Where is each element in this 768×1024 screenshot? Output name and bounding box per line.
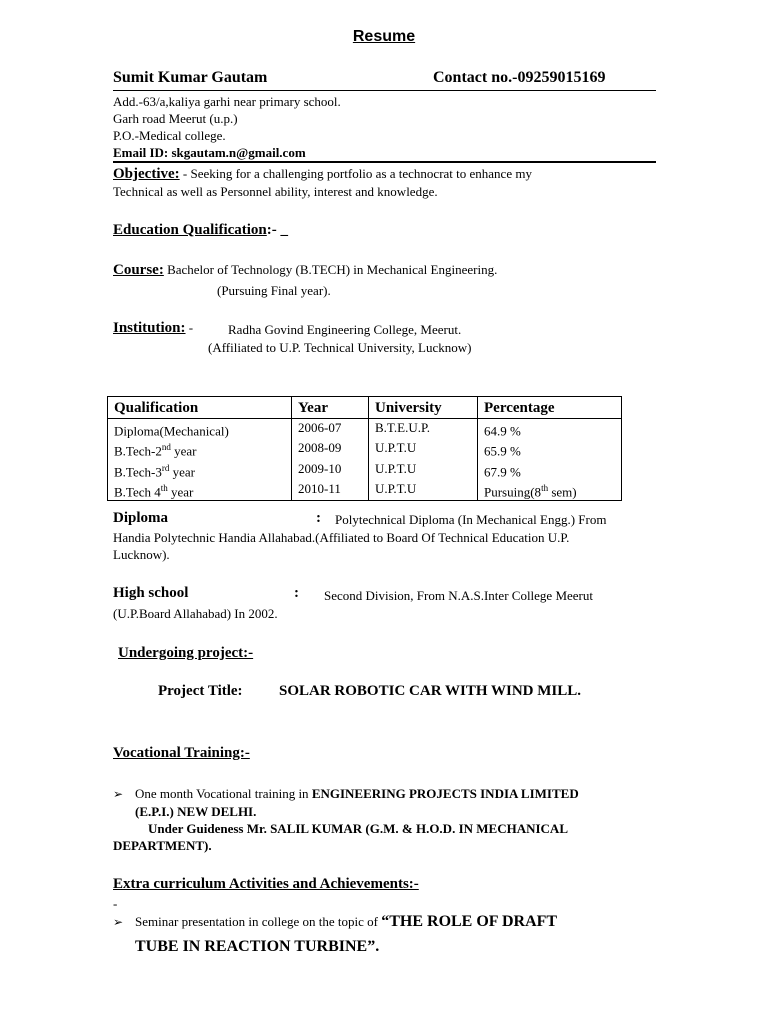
- education-heading-suffix: :- _: [266, 222, 289, 238]
- header-divider: [113, 90, 656, 91]
- institution-label: Institution:: [113, 320, 186, 336]
- institution-line-2: (Affiliated to U.P. Technical University, Lucknow): [208, 340, 472, 355]
- vocational-line-2: (E.P.I.) NEW DELHI.: [135, 804, 257, 819]
- institution-row: [113, 320, 193, 337]
- objective-label: Objective:: [113, 166, 180, 182]
- course-line-2: (Pursuing Final year).: [217, 283, 331, 298]
- course-row: [113, 262, 497, 279]
- highschool-colon: :: [294, 585, 299, 601]
- vocational-line-4: DEPARTMENT).: [113, 838, 212, 853]
- table-header-row: [108, 397, 622, 419]
- table-header-university: University: [369, 397, 478, 419]
- extra-dash: -: [113, 896, 118, 911]
- project-title: SOLAR ROBOTIC CAR WITH WIND MILL.: [279, 683, 581, 699]
- candidate-name: Sumit Kumar Gautam: [113, 69, 268, 86]
- table-cell-percentage: 65.9 %: [478, 439, 622, 459]
- arrow-bullet-icon: ➢: [113, 787, 124, 801]
- highschool-line-1: Second Division, From N.A.S.Inter College Meerut: [324, 588, 593, 603]
- table-row: [108, 460, 622, 480]
- address-line-2: Garh road Meerut (u.p.): [113, 111, 238, 126]
- address-divider: [113, 161, 656, 163]
- address-line-3: P.O.-Medical college.: [113, 128, 226, 143]
- table-cell-university: U.P.T.U: [369, 480, 478, 501]
- table-cell-qualification: B.Tech-3rd year: [108, 460, 292, 480]
- table-cell-qualification: Diploma(Mechanical): [108, 419, 292, 440]
- objective-line-2: Technical as well as Personnel ability, interest and knowledge.: [113, 184, 438, 199]
- vocational-item: [113, 785, 656, 854]
- qualification-table: [107, 396, 622, 501]
- table-cell-percentage: 67.9 %: [478, 460, 622, 480]
- arrow-bullet-icon: ➢: [113, 915, 124, 929]
- table-cell-university: U.P.T.U: [369, 439, 478, 459]
- table-cell-university: B.T.E.U.P.: [369, 419, 478, 440]
- diploma-line-2: Handia Polytechnic Handia Allahabad.(Affiliated to Board Of Technical Education U.P.: [113, 530, 570, 545]
- table-header-percentage: Percentage: [478, 397, 622, 419]
- table-header-qualification: Qualification: [108, 397, 292, 419]
- vocational-line-3: Under Guideness Mr. SALIL KUMAR (G.M. & H.O.D. IN MECHANICAL: [148, 821, 568, 836]
- project-title-label: Project Title:: [158, 683, 243, 699]
- extra-line-2: TUBE IN REACTION TURBINE”.: [135, 938, 380, 955]
- table-cell-university: U.P.T.U: [369, 460, 478, 480]
- highschool-line-2: (U.P.Board Allahabad) In 2002.: [113, 606, 278, 621]
- diploma-line-1: Polytechnical Diploma (In Mechanical Engg.) From: [335, 512, 607, 527]
- highschool-label: High school: [113, 585, 189, 601]
- table-row: [108, 419, 622, 440]
- table-cell-year: 2010-11: [292, 480, 369, 501]
- table-cell-year: 2009-10: [292, 460, 369, 480]
- objective-section: [113, 165, 656, 183]
- table-header-year: Year: [292, 397, 369, 419]
- extra-topic: “THE ROLE OF DRAFT: [381, 913, 558, 930]
- extra-heading: Extra curriculum Activities and Achievements:-: [113, 876, 419, 892]
- table-row: [108, 480, 622, 501]
- vocational-heading: Vocational Training:-: [113, 745, 250, 761]
- table-cell-year: 2006-07: [292, 419, 369, 440]
- vocational-company: ENGINEERING PROJECTS INDIA LIMITED: [311, 786, 579, 801]
- contact-number: Contact no.-09259015169: [433, 69, 606, 86]
- institution-line-1: Radha Govind Engineering College, Meerut.: [228, 322, 462, 337]
- table-cell-qualification: B.Tech-2nd year: [108, 439, 292, 459]
- institution-dash: -: [185, 320, 194, 335]
- objective-line-1: - Seeking for a challenging portfolio as a technocrat to enhance my: [179, 166, 532, 181]
- education-heading: [113, 222, 288, 239]
- course-line-1: Bachelor of Technology (B.TECH) in Mechanical Engineering.: [163, 262, 498, 277]
- project-heading: Undergoing project:-: [118, 645, 254, 661]
- diploma-line-3: Lucknow).: [113, 547, 170, 562]
- table-cell-year: 2008-09: [292, 439, 369, 459]
- diploma-colon: :: [316, 510, 321, 526]
- table-cell-percentage: 64.9 %: [478, 419, 622, 440]
- extra-item: [113, 913, 656, 931]
- course-label: Course:: [113, 262, 164, 278]
- extra-line-1: Seminar presentation in college on the topic of: [135, 914, 382, 929]
- document-title: Resume: [352, 28, 416, 45]
- email: Email ID: skgautam.n@gmail.com: [113, 145, 306, 160]
- table-cell-percentage: Pursuing(8th sem): [478, 480, 622, 501]
- vocational-line-1: One month Vocational training in: [135, 786, 312, 801]
- diploma-label: Diploma: [113, 510, 169, 526]
- table-cell-qualification: B.Tech 4th year: [108, 480, 292, 501]
- table-row: [108, 439, 622, 459]
- address-line-1: Add.-63/a,kaliya garhi near primary school.: [113, 94, 341, 109]
- education-heading-label: Education Qualification: [113, 222, 267, 238]
